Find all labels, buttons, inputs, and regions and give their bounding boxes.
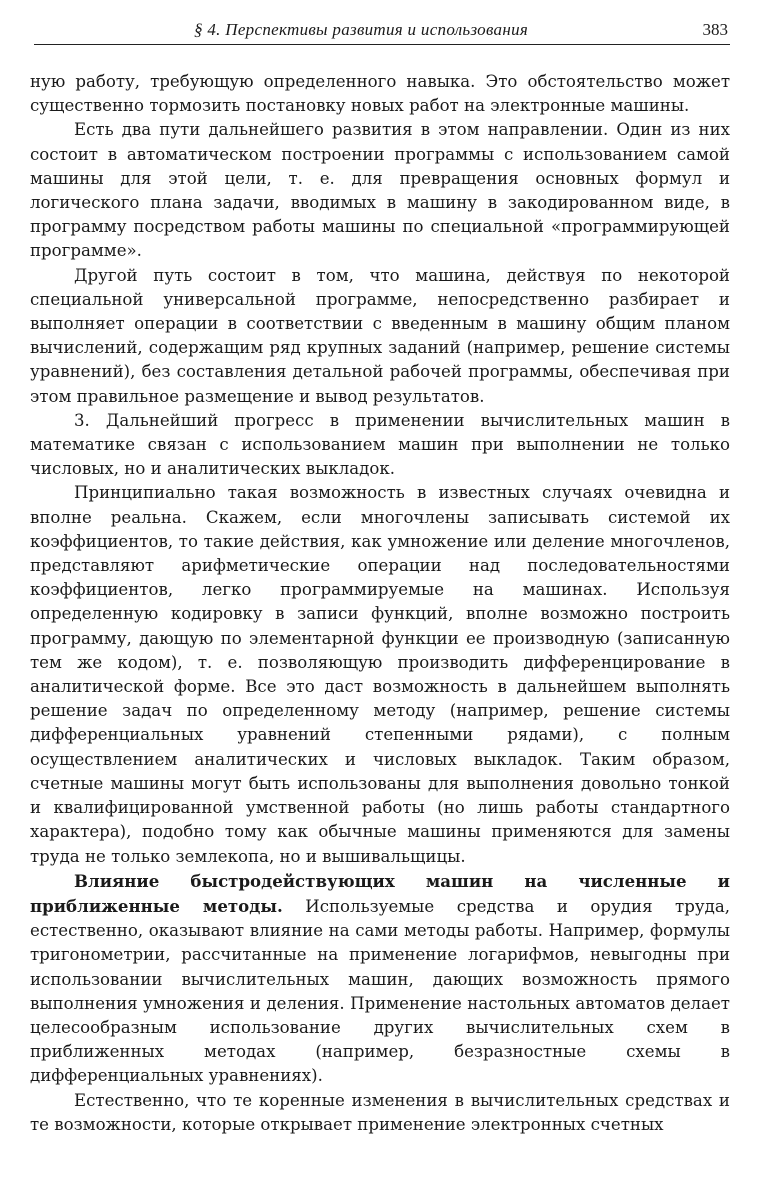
paragraph-3: Другой путь состоит в том, что машина, действуя по некоторой специальной универсальной программе, непосредственно разбирает и выполняет операции в соответствии с введенным в машину общим планом вычислений, содержащим ряд крупных заданий (например, решение системы уравнений), без составления детальной рабочей программы, обеспечивая при этом правильное размещение и вывод результатов. [30, 265, 730, 406]
paragraph-4: 3. Дальнейший прогресс в применении вычислительных машин в математике связан с использованием машин при выполнении не только числовых, но и аналитических выкладок. [30, 410, 730, 479]
paragraph-6-heading: Влияние быстродействующих машин на численные и приближенные методы. [30, 870, 730, 916]
page-body [30, 70, 730, 1137]
paragraph-6: Влияние быстродействующих машин на численные и приближенные методы. Используемые средства и орудия труда, естественно, оказывают влияние на сами методы работы. Например, формулы тригонометрии, рассчитанные на применение логарифмов, невыгодны при использовании вычислительных машин, дающих возможность прямого выполнения умножения и деления. Применение настольных автоматов делает целесообразным использование других вычислительных схем в приближенных методах (например, безразностные схемы в дифференциальных уравнениях). [30, 870, 731, 1086]
page-number: 383 [702, 20, 728, 39]
paragraph-7: Естественно, что те коренные изменения в вычислительных средствах и те возможности, которые открывает применение электронных счетных [30, 1090, 730, 1134]
paragraph-1: ную работу, требующую определенного навыка. Это обстоятельство может существенно тормозить постановку новых работ на электронные машины. [30, 72, 730, 116]
paragraph-2: Есть два пути дальнейшего развития в этом направлении. Один из них состоит в автоматическом построении программы с использованием самой машины для этой цели, т. е. для превращения основных формул и логического плана задачи, вводимых в машину в закодированном виде, в программу посредством работы машины по специальной «программирующей программе». [30, 120, 730, 261]
section-title: § 4. Перспективы развития и использования [194, 20, 529, 39]
paragraph-5: Принципиально такая возможность в известных случаях очевидна и вполне реальна. Скажем, если многочлены записывать системой их коэффициентов, то такие действия, как умножение или деление многочленов, представляют арифметические операции над последовательностями коэффициентов, легко программируемые на машинах. Используя определенную кодировку в записи функций, вполне возможно построить программу, дающую по элементарной функции ее производную (записанную тем же кодом), т. е. позволяющую производить дифференцирование в аналитической форме. Все это даст возможность в дальнейшем выполнять решение задач по определенному методу (например, решение системы дифференциальных уравнений степенными рядами), с полным осуществлением аналитических и числовых выкладок. Таким образом, счетные машины могут быть использованы для выполнения довольно тонкой и квалифицированной умственной работы (но лишь работы стандартного характера), подобно тому как обычные машины применяются для замены труда не только землекопа, но и вышивальщицы. [30, 483, 730, 866]
running-header [34, 14, 730, 45]
